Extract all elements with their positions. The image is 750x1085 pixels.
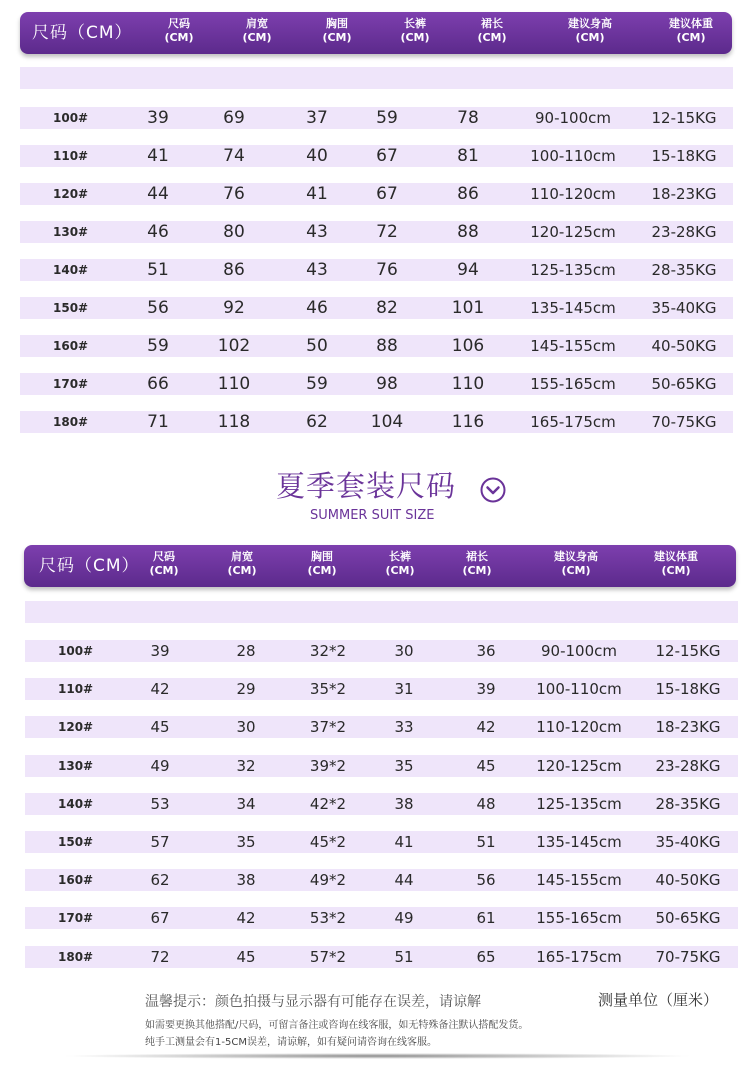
row-size-label: 160# xyxy=(58,873,94,888)
row-cell: 66 xyxy=(147,374,169,394)
row-cell: 44 xyxy=(394,871,414,890)
col-label: 长裤 xyxy=(388,550,411,563)
row-cell: 39*2 xyxy=(309,756,347,775)
row-cell: 145-155cm xyxy=(536,871,622,890)
footer-tip: 温馨提示：颜色拍摄与显示器有可能存在误差，请谅解 xyxy=(145,994,481,1010)
row-size-label: 130# xyxy=(58,758,94,773)
col-unit: (CM) xyxy=(322,31,352,44)
row-cell: 39 xyxy=(476,680,496,699)
row-cell: 59 xyxy=(376,108,398,128)
row-cell: 76 xyxy=(223,184,245,204)
row-cell: 49 xyxy=(150,756,170,775)
col-label: 长裤 xyxy=(403,17,426,30)
row-cell: 61 xyxy=(476,909,496,928)
row-cell: 40-50KG xyxy=(655,871,721,890)
row-size-label: 170# xyxy=(53,377,89,391)
row-size-label: 140# xyxy=(58,796,94,811)
row-cell: 35-40KG xyxy=(651,299,717,317)
row-size-label: 180# xyxy=(58,949,94,964)
row-cell: 48 xyxy=(476,794,496,813)
table-row xyxy=(20,259,733,281)
row-cell: 23-28KG xyxy=(651,223,717,241)
row-cell: 67 xyxy=(150,909,170,928)
row-size-label: 180# xyxy=(53,415,89,429)
row-cell: 51 xyxy=(394,947,414,966)
row-cell: 38 xyxy=(394,794,414,813)
table2-col-skirt xyxy=(462,550,491,578)
table-row xyxy=(20,411,733,433)
row-cell: 62 xyxy=(306,412,328,432)
row-cell: 70-75KG xyxy=(655,947,721,966)
row-cell: 49*2 xyxy=(309,871,347,890)
row-cell: 120-125cm xyxy=(536,756,622,775)
col-label: 胸围 xyxy=(325,17,348,30)
row-cell: 46 xyxy=(306,298,328,318)
row-cell: 49 xyxy=(394,909,414,928)
table-row xyxy=(25,907,738,929)
row-cell: 88 xyxy=(376,336,398,356)
row-cell: 110 xyxy=(217,374,251,394)
table-row xyxy=(25,831,738,853)
row-size-label: 120# xyxy=(53,187,89,201)
col-unit: (CM) xyxy=(676,31,706,44)
row-cell: 102 xyxy=(217,336,251,356)
row-cell: 39 xyxy=(147,108,169,128)
row-cell: 165-175cm xyxy=(530,413,616,431)
row-cell: 76 xyxy=(376,260,398,280)
row-cell: 35 xyxy=(236,833,256,851)
row-cell: 37*2 xyxy=(309,718,347,737)
row-cell: 28 xyxy=(236,642,256,660)
row-cell: 40-50KG xyxy=(651,337,717,355)
col-unit: (CM) xyxy=(242,31,272,44)
col-label: 建议体重 xyxy=(654,550,698,563)
row-background xyxy=(25,831,738,853)
row-cell: 110-120cm xyxy=(530,185,616,203)
row-background xyxy=(25,793,738,815)
row-cell: 90-100cm xyxy=(541,642,617,660)
row-cell: 135-145cm xyxy=(536,833,622,851)
table-row xyxy=(20,107,733,129)
row-cell: 70-75KG xyxy=(651,413,717,431)
col-label: 胸围 xyxy=(310,550,333,563)
row-cell: 51 xyxy=(147,260,169,280)
table2-col-pants xyxy=(385,550,414,578)
col-label: 裙长 xyxy=(465,550,488,563)
row-cell: 12-15KG xyxy=(655,642,721,660)
row-cell: 33 xyxy=(394,718,414,737)
row-cell: 78 xyxy=(457,108,479,128)
col-label: 肩宽 xyxy=(230,550,253,563)
row-background xyxy=(25,716,738,738)
row-cell: 104 xyxy=(370,412,404,432)
section-title: 夏季套装尺码 xyxy=(276,469,457,503)
row-cell: 53 xyxy=(150,794,170,813)
row-cell: 23-28KG xyxy=(655,756,721,775)
row-cell: 37 xyxy=(306,108,328,128)
row-background xyxy=(25,869,738,891)
row-cell: 92 xyxy=(223,298,245,318)
row-size-label: 140# xyxy=(53,263,89,277)
table-row xyxy=(25,640,738,662)
table-row xyxy=(25,793,738,815)
row-cell: 30 xyxy=(394,642,414,660)
row-cell: 41 xyxy=(306,184,328,204)
col-unit: (CM) xyxy=(477,31,507,44)
table1-col-skirt xyxy=(477,17,506,45)
footer-shadow-divider xyxy=(60,1053,695,1059)
row-cell: 41 xyxy=(394,833,414,851)
table-row xyxy=(25,869,738,891)
row-cell: 98 xyxy=(376,374,398,394)
table2-spacer-band xyxy=(25,601,738,623)
row-cell: 135-145cm xyxy=(530,299,616,317)
row-cell: 36 xyxy=(476,642,496,660)
row-cell: 88 xyxy=(457,222,479,242)
col-label: 建议身高 xyxy=(568,17,612,30)
table-row xyxy=(20,297,733,319)
row-size-label: 170# xyxy=(58,911,94,926)
table1-col-weight xyxy=(669,17,713,45)
table-row xyxy=(25,946,738,968)
table2-header xyxy=(24,545,736,587)
row-cell: 67 xyxy=(376,184,398,204)
row-cell: 110-120cm xyxy=(536,718,622,737)
row-cell: 110 xyxy=(451,374,485,394)
table2-col-height xyxy=(554,550,598,578)
row-cell: 94 xyxy=(457,260,479,280)
row-size-label: 100# xyxy=(58,644,94,658)
row-cell: 44 xyxy=(147,184,169,204)
row-cell: 67 xyxy=(376,146,398,166)
row-cell: 43 xyxy=(306,222,328,242)
col-label: 尺码 xyxy=(152,550,175,563)
section-subtitle: SUMMER SUIT SIZE xyxy=(310,508,435,523)
row-cell: 30 xyxy=(236,718,256,737)
row-cell: 81 xyxy=(457,146,479,166)
col-unit: (CM) xyxy=(164,31,194,44)
table1-col-chest xyxy=(322,17,351,45)
row-size-label: 110# xyxy=(58,682,94,697)
row-size-label: 150# xyxy=(53,301,89,315)
row-cell: 59 xyxy=(306,374,328,394)
row-size-label: 100# xyxy=(53,111,89,125)
footer-unit-label: 测量单位（厘米） xyxy=(598,991,719,1009)
row-cell: 29 xyxy=(236,680,256,699)
row-cell: 32 xyxy=(236,756,256,775)
row-cell: 80 xyxy=(223,222,245,242)
table1-header xyxy=(20,12,732,54)
row-cell: 35 xyxy=(394,756,414,775)
table1-spacer-band xyxy=(20,67,733,89)
row-cell: 69 xyxy=(223,108,245,128)
row-cell: 65 xyxy=(476,947,496,966)
row-cell: 74 xyxy=(223,146,245,166)
row-cell: 82 xyxy=(376,298,398,318)
row-background xyxy=(25,907,738,929)
row-cell: 56 xyxy=(147,298,169,318)
row-cell: 165-175cm xyxy=(536,947,622,966)
col-unit: (CM) xyxy=(307,564,337,577)
row-cell: 18-23KG xyxy=(655,718,721,737)
col-unit: (CM) xyxy=(385,564,415,577)
row-cell: 100-110cm xyxy=(530,147,616,165)
row-cell: 155-165cm xyxy=(536,909,622,928)
row-cell: 46 xyxy=(147,222,169,242)
row-background xyxy=(25,640,738,662)
col-unit: (CM) xyxy=(575,31,605,44)
col-unit: (CM) xyxy=(661,564,691,577)
table1-col-size xyxy=(164,17,193,45)
table1-col-height xyxy=(568,17,612,45)
row-cell: 145-155cm xyxy=(530,337,616,355)
row-size-label: 160# xyxy=(53,339,89,353)
row-cell: 45 xyxy=(476,756,496,775)
footer-note-line1: 如需要更换其他搭配/尺码，可留言备注或咨询在线客服，如无特殊备注默认搭配发货。 xyxy=(145,1020,529,1031)
row-cell: 15-18KG xyxy=(651,147,717,165)
row-cell: 34 xyxy=(236,794,256,813)
row-cell: 57 xyxy=(150,833,170,851)
row-cell: 45 xyxy=(150,718,170,737)
row-cell: 40 xyxy=(306,146,328,166)
table2-col-weight xyxy=(654,550,698,578)
row-background xyxy=(25,755,738,777)
table-row xyxy=(20,183,733,205)
row-cell: 72 xyxy=(150,947,170,966)
row-cell: 125-135cm xyxy=(536,794,622,813)
row-cell: 42 xyxy=(236,909,256,928)
row-cell: 125-135cm xyxy=(530,261,616,279)
col-label: 尺码 xyxy=(167,17,190,30)
table-row xyxy=(25,755,738,777)
row-background xyxy=(25,946,738,968)
row-size-label: 110# xyxy=(53,149,89,163)
chevron-down-circle-icon xyxy=(479,476,507,504)
row-cell: 118 xyxy=(217,412,251,432)
table2-col-shoulder xyxy=(227,550,256,578)
row-cell: 57*2 xyxy=(309,947,347,966)
table-row xyxy=(25,716,738,738)
row-cell: 106 xyxy=(451,336,485,356)
row-cell: 42*2 xyxy=(309,794,347,813)
table-row xyxy=(20,221,733,243)
row-cell: 12-15KG xyxy=(651,109,717,127)
row-cell: 38 xyxy=(236,871,256,890)
col-unit: (CM) xyxy=(149,564,179,577)
row-cell: 18-23KG xyxy=(651,185,717,203)
row-cell: 41 xyxy=(147,146,169,166)
row-cell: 71 xyxy=(147,412,169,432)
row-cell: 43 xyxy=(306,260,328,280)
row-cell: 90-100cm xyxy=(535,109,611,127)
col-unit: (CM) xyxy=(227,564,257,577)
table2-col-chest xyxy=(307,550,336,578)
col-label: 建议体重 xyxy=(669,17,713,30)
row-cell: 100-110cm xyxy=(536,680,622,699)
row-size-label: 130# xyxy=(53,225,89,239)
row-cell: 50 xyxy=(306,336,328,356)
row-background xyxy=(25,678,738,700)
footer-note-line2: 纯手工测量会有1-5CM误差，请谅解，如有疑问请咨询在线客服。 xyxy=(145,1037,437,1048)
row-cell: 62 xyxy=(150,871,170,890)
table1-col-pants xyxy=(400,17,429,45)
row-cell: 28-35KG xyxy=(655,794,721,813)
row-cell: 50-65KG xyxy=(651,375,717,393)
table1-main-label: 尺码（CM） xyxy=(32,23,133,43)
col-unit: (CM) xyxy=(462,564,492,577)
col-unit: (CM) xyxy=(400,31,430,44)
row-cell: 32*2 xyxy=(309,642,347,660)
table2-col-size xyxy=(149,550,178,578)
row-cell: 42 xyxy=(476,718,496,737)
row-cell: 42 xyxy=(150,680,170,699)
row-size-label: 150# xyxy=(58,835,94,849)
row-cell: 28-35KG xyxy=(651,261,717,279)
table-row xyxy=(20,145,733,167)
row-cell: 86 xyxy=(223,260,245,280)
row-cell: 39 xyxy=(150,642,170,660)
table-row xyxy=(20,335,733,357)
row-cell: 56 xyxy=(476,871,496,890)
row-cell: 35*2 xyxy=(309,680,347,699)
row-cell: 31 xyxy=(394,680,414,699)
row-cell: 86 xyxy=(457,184,479,204)
row-cell: 15-18KG xyxy=(655,680,721,699)
col-label: 裙长 xyxy=(480,17,503,30)
row-cell: 101 xyxy=(451,298,485,318)
col-unit: (CM) xyxy=(561,564,591,577)
col-label: 建议身高 xyxy=(554,550,598,563)
row-cell: 59 xyxy=(147,336,169,356)
row-size-label: 120# xyxy=(58,720,94,735)
row-cell: 35-40KG xyxy=(655,833,721,851)
row-cell: 45 xyxy=(236,947,256,966)
row-cell: 53*2 xyxy=(309,909,347,928)
table-row xyxy=(25,678,738,700)
row-cell: 72 xyxy=(376,222,398,242)
table-row xyxy=(20,373,733,395)
row-cell: 120-125cm xyxy=(530,223,616,241)
row-cell: 51 xyxy=(476,833,496,851)
row-cell: 155-165cm xyxy=(530,375,616,393)
col-label: 肩宽 xyxy=(245,17,268,30)
row-cell: 50-65KG xyxy=(655,909,721,928)
row-cell: 45*2 xyxy=(309,833,347,851)
table2-main-label: 尺码（CM） xyxy=(39,556,140,576)
row-cell: 116 xyxy=(451,412,485,432)
table1-col-shoulder xyxy=(242,17,271,45)
